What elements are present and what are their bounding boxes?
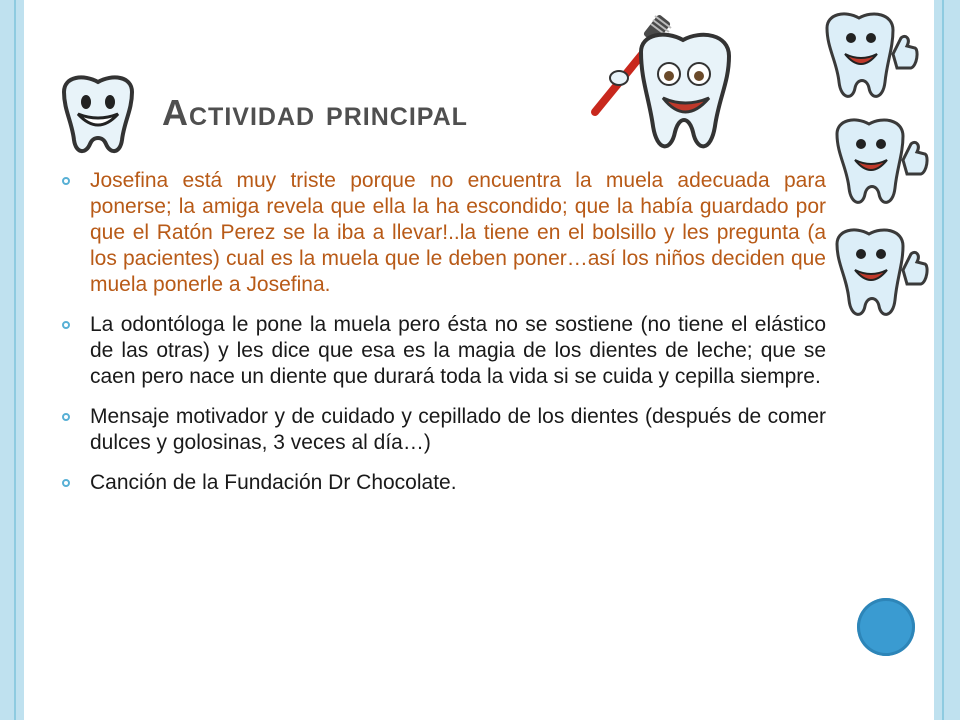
- list-item: [60, 312, 826, 390]
- list-item: [60, 470, 826, 496]
- bullet-text: La odontóloga le pone la muela pero ésta no se sostiene (no tiene el elástico de las otras) y les dice que esa es la magia de los dientes de leche; que se caen pero nace un diente que durará toda la vida si se cuida y cepilla siempre.: [90, 313, 826, 388]
- bullet-circle-icon: [62, 413, 70, 421]
- bullet-list: [60, 168, 826, 510]
- list-item: [60, 168, 826, 298]
- smiling-tooth-icon: [50, 70, 146, 160]
- thumbs-up-tooth-icon: [825, 222, 933, 332]
- bullet-circle-icon: [62, 177, 70, 185]
- list-item: [60, 404, 826, 456]
- bullet-circle-icon: [62, 479, 70, 487]
- thumbs-up-tooth-icon: [825, 114, 933, 218]
- decorative-circle: [857, 598, 915, 656]
- bullet-circle-icon: [62, 321, 70, 329]
- slide-title: Actividad principal: [162, 92, 468, 133]
- thumbs-up-tooth-icon: [815, 8, 923, 112]
- left-frame-border: [0, 0, 24, 720]
- bullet-text: Canción de la Fundación Dr Chocolate.: [90, 471, 457, 494]
- tooth-with-toothbrush-illustration: [583, 8, 743, 168]
- right-frame-border: [934, 0, 960, 720]
- bullet-text: Mensaje motivador y de cuidado y cepillado de los dientes (después de comer dulces y golosinas, 3 veces al día…): [90, 405, 826, 454]
- bullet-text: Josefina está muy triste porque no encuentra la muela adecuada para ponerse; la amiga revela que ella la ha escondido; que la había guardado por que el Ratón Perez se la iba a llevar!..la tiene en el bolsillo y les pregunta (a los pacientes) cual es la muela que le deben poner…así los niños deciden que muela ponerle a Josefina.: [90, 169, 826, 296]
